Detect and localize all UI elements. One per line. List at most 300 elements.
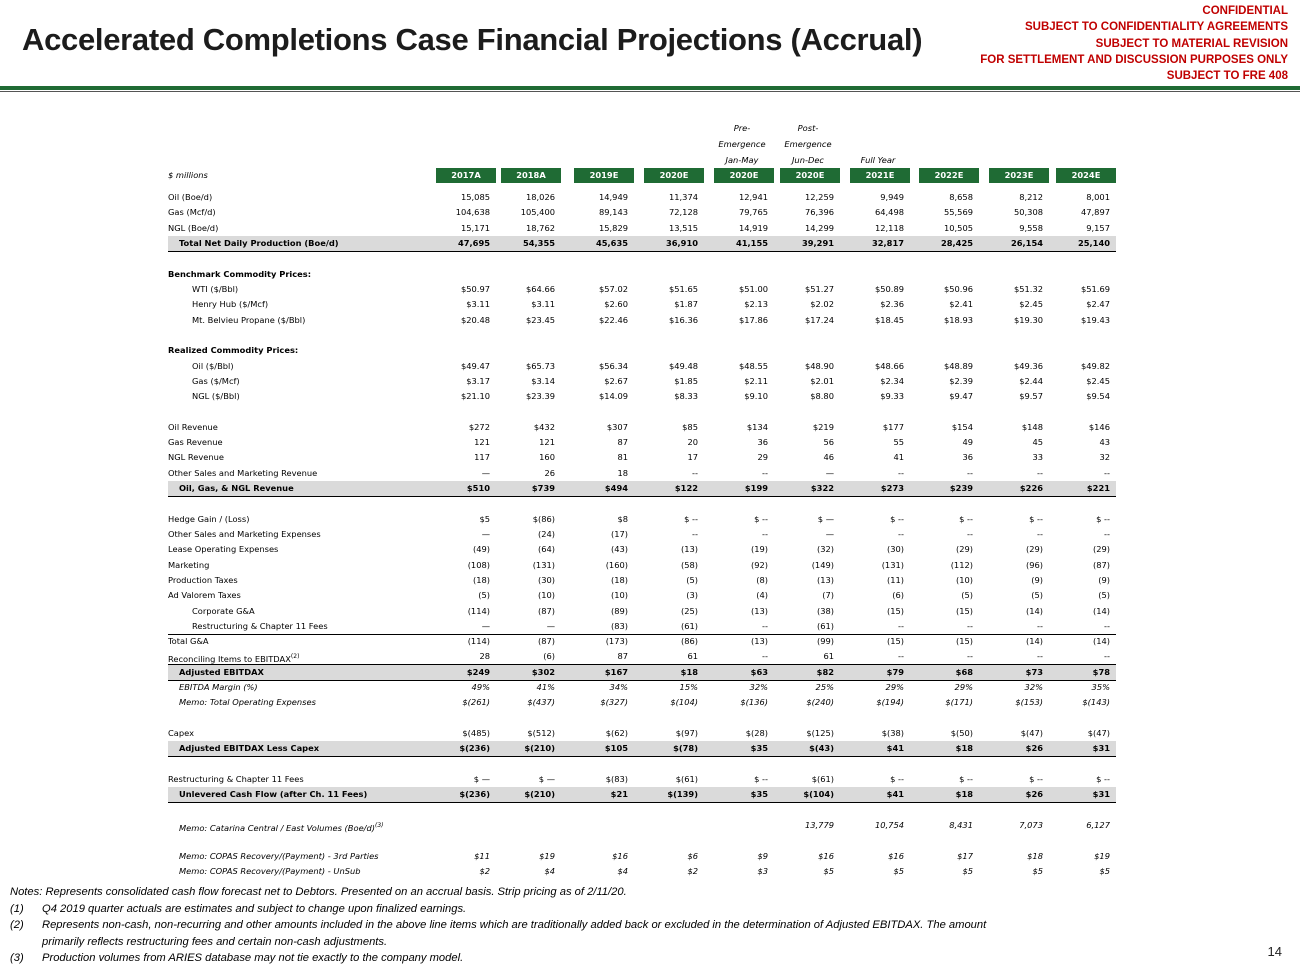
footnote-text: Q4 2019 quarter actuals are estimates and subject to change upon finalized earnings. — [42, 902, 467, 915]
column-header: 2020E — [714, 168, 774, 183]
table-cell: (86) — [680, 636, 698, 647]
table-cell: $(143) — [1082, 697, 1110, 708]
row-label — [168, 389, 482, 404]
footnote — [10, 901, 1010, 918]
row-label-text: Oil ($/Bbl) — [192, 360, 234, 371]
table-cell: $19 — [539, 850, 555, 861]
table-cell: (10) — [955, 574, 973, 585]
table-cell: $2.45 — [1019, 299, 1043, 310]
table-cell: $1.87 — [674, 299, 698, 310]
table-cell: $ -- — [1029, 774, 1043, 784]
row-label — [168, 297, 482, 312]
table-cell: 12,941 — [738, 192, 768, 202]
table-cell: — — [481, 467, 490, 478]
table-cell: $(47) — [1020, 728, 1043, 738]
column-header: 2023E — [989, 168, 1049, 183]
table-cell: $(97) — [675, 728, 698, 738]
table-cell: -- — [1037, 529, 1043, 539]
table-cell: $(38) — [881, 728, 904, 738]
table-cell: $ -- — [959, 513, 973, 524]
column-header: 2020E — [780, 168, 840, 183]
table-cell: $ -- — [1029, 513, 1043, 524]
table-row — [0, 435, 1300, 450]
row-label-text: Production Taxes — [168, 574, 238, 585]
table-cell: $3.14 — [531, 375, 555, 386]
table-row — [0, 849, 1300, 864]
table-cell: 46 — [823, 452, 834, 463]
table-cell: (131) — [881, 559, 904, 570]
table-cell: — — [825, 529, 834, 539]
table-cell: $(236) — [459, 743, 490, 754]
row-label-text: Capex — [168, 728, 195, 738]
row-label-text: Henry Hub ($/Mcf) — [192, 299, 269, 310]
table-cell: $3.11 — [466, 299, 490, 310]
table-cell: $(83) — [605, 774, 628, 784]
table-cell: (112) — [950, 559, 973, 570]
table-cell: $(261) — [462, 697, 490, 708]
table-cell: $5 — [893, 866, 904, 876]
table-cell: $(104) — [803, 789, 834, 800]
table-cell: $2.60 — [604, 299, 628, 310]
table-cell: (58) — [680, 559, 698, 570]
column-header: 2022E — [919, 168, 979, 183]
table-cell: $8 — [617, 513, 628, 524]
table-cell: — — [546, 620, 555, 631]
table-cell: $272 — [468, 421, 490, 432]
table-cell: (30) — [886, 544, 904, 555]
table-cell: $302 — [531, 666, 555, 677]
table-cell: $20.48 — [460, 314, 490, 325]
table-cell: $(139) — [667, 789, 698, 800]
table-cell: 41% — [536, 682, 555, 692]
table-cell: 34% — [609, 682, 628, 692]
table-cell: (96) — [1025, 559, 1043, 570]
table-cell: 72,128 — [668, 207, 698, 218]
table-cell: $49.36 — [1013, 360, 1043, 371]
total-row-underline — [168, 756, 1116, 757]
table-cell: $2.67 — [604, 375, 628, 386]
row-label-text: NGL Revenue — [168, 452, 225, 463]
row-label-text: Other Sales and Marketing Expenses — [168, 529, 321, 539]
table-cell: (14) — [1025, 636, 1043, 647]
table-cell: 47,897 — [1080, 207, 1110, 218]
row-label-text: Corporate G&A — [192, 605, 255, 616]
row-label — [168, 527, 458, 542]
table-cell: 7,073 — [1019, 820, 1043, 830]
table-cell: 25,140 — [1077, 237, 1110, 248]
table-cell: 17 — [687, 452, 698, 463]
table-cell: $(43) — [809, 743, 834, 754]
table-cell: (83) — [610, 620, 628, 631]
column-header: 2019E — [574, 168, 634, 183]
table-cell: (29) — [955, 544, 973, 555]
table-cell: $322 — [810, 483, 834, 493]
table-cell: (29) — [1092, 544, 1110, 555]
table-cell: -- — [692, 529, 698, 539]
header-rule-thin — [0, 91, 1300, 92]
table-cell: $49.82 — [1080, 360, 1110, 371]
table-cell: $48.66 — [874, 360, 904, 371]
table-cell: (5) — [1031, 590, 1043, 601]
table-cell: $494 — [604, 483, 628, 493]
table-cell: (10) — [610, 590, 628, 601]
table-cell: $21 — [610, 789, 628, 800]
table-cell: $(47) — [1087, 728, 1110, 738]
table-cell: 8,212 — [1019, 192, 1043, 202]
table-cell: 15% — [679, 682, 698, 692]
row-label-text: Unlevered Cash Flow (after Ch. 11 Fees) — [179, 789, 368, 800]
table-cell: $21.10 — [460, 391, 490, 402]
table-cell: 14,949 — [598, 192, 628, 202]
table-cell: (99) — [816, 636, 834, 647]
table-cell: $2.02 — [810, 299, 834, 310]
total-row — [0, 665, 1300, 680]
table-cell: -- — [967, 620, 973, 631]
row-label — [168, 282, 482, 297]
row-label — [168, 313, 482, 328]
table-cell: 49% — [471, 682, 490, 692]
table-cell: 29% — [885, 682, 904, 692]
table-cell: $219 — [812, 421, 834, 432]
table-cell: (13) — [816, 574, 834, 585]
table-cell: 41,155 — [735, 237, 768, 248]
table-cell: 55 — [893, 437, 904, 448]
table-cell: $2.47 — [1086, 299, 1110, 310]
footnote-text: Represents non-cash, non-recurring and other amounts included in the above line items which are traditionally added back or excluded in the determination of Adjusted EBITDAX. The amount primarily reflects restructuring fees and certain non-cash adjustments. — [42, 919, 987, 948]
column-header: 2018A — [501, 168, 561, 183]
footnote-key: (3) — [10, 952, 24, 965]
table-cell: 87 — [617, 651, 628, 662]
footnote-text: Notes: Represents consolidated cash flow forecast net to Debtors. Presented on an accrual basis. Strip pricing as of 2/11/20. — [10, 886, 627, 898]
table-cell: (19) — [750, 544, 768, 555]
table-cell: 8,001 — [1086, 192, 1110, 202]
table-cell: $273 — [880, 483, 904, 493]
table-cell: 45,635 — [595, 237, 628, 248]
table-cell: $ — — [538, 774, 555, 784]
total-row — [0, 741, 1300, 756]
table-cell: 20 — [687, 437, 698, 448]
table-cell: (14) — [1092, 605, 1110, 616]
table-cell: 35% — [1091, 682, 1110, 692]
table-cell: (61) — [680, 620, 698, 631]
row-label — [168, 466, 458, 481]
column-group-header: Emergence — [784, 139, 832, 149]
table-cell: (8) — [756, 574, 768, 585]
table-cell: $79 — [886, 666, 904, 677]
row-label-text: NGL ($/Bbl) — [192, 391, 240, 402]
table-cell: 18,026 — [525, 192, 555, 202]
table-cell: (15) — [886, 636, 904, 647]
row-label — [168, 818, 469, 836]
row-label — [168, 481, 469, 496]
row-label — [168, 619, 482, 634]
table-cell: 14,919 — [738, 222, 768, 233]
table-cell: 36 — [962, 452, 973, 463]
row-label — [168, 558, 458, 573]
row-label — [168, 695, 469, 710]
total-row-underline — [168, 496, 1116, 497]
table-cell: -- — [1104, 529, 1110, 539]
footnotes — [10, 884, 1010, 967]
table-cell: $134 — [746, 421, 768, 432]
row-label — [168, 680, 469, 695]
row-label-text: Oil (Boe/d) — [168, 192, 213, 202]
table-cell: $19.43 — [1080, 314, 1110, 325]
table-cell: 33 — [1032, 452, 1043, 463]
table-cell: $2.13 — [744, 299, 768, 310]
table-row — [0, 190, 1300, 205]
table-cell: $3.17 — [466, 375, 490, 386]
table-cell: $154 — [951, 421, 973, 432]
table-cell: 18,762 — [525, 222, 555, 233]
table-cell: 11,374 — [668, 192, 698, 202]
footnote-text: Production volumes from ARIES database may not tie exactly to the company model. — [42, 952, 464, 965]
table-cell: $9.10 — [744, 391, 768, 402]
table-cell: 36,910 — [665, 237, 698, 248]
column-header: 2017A — [436, 168, 496, 183]
table-cell: $26 — [1025, 789, 1043, 800]
table-cell: $ -- — [754, 513, 768, 524]
table-cell: $(240) — [806, 697, 834, 708]
table-cell: $249 — [466, 666, 490, 677]
table-cell: -- — [1037, 651, 1043, 662]
table-cell: 18 — [617, 467, 628, 478]
table-row — [0, 726, 1300, 741]
unit-label: $ millions — [168, 170, 208, 180]
confidentiality-line: SUBJECT TO CONFIDENTIALITY AGREEMENTS — [1024, 21, 1288, 34]
table-cell: (4) — [756, 590, 768, 601]
table-cell: (13) — [680, 544, 698, 555]
table-cell: $48.90 — [804, 360, 834, 371]
table-cell: 81 — [617, 452, 628, 463]
table-cell: $(136) — [740, 697, 768, 708]
table-cell: (17) — [610, 529, 628, 539]
table-cell: $17.24 — [804, 314, 834, 325]
table-cell: 13,515 — [668, 222, 698, 233]
table-cell: $2.41 — [949, 299, 973, 310]
footnote-key: (2) — [10, 919, 24, 932]
table-cell: $41 — [886, 789, 904, 800]
row-label — [168, 772, 458, 787]
table-cell: 26 — [544, 467, 555, 478]
table-cell: $17 — [957, 850, 973, 861]
table-cell: (6) — [543, 651, 555, 662]
table-row — [0, 619, 1300, 634]
table-cell: 32 — [1099, 452, 1110, 463]
table-row — [0, 558, 1300, 573]
table-cell: -- — [898, 620, 904, 631]
column-header: 2020E — [644, 168, 704, 183]
table-cell: (14) — [1025, 605, 1043, 616]
table-cell: (11) — [886, 574, 904, 585]
table-cell: (5) — [1098, 590, 1110, 601]
total-row — [0, 787, 1300, 802]
table-cell: $23.39 — [525, 391, 555, 402]
table-cell: $19 — [1094, 850, 1110, 861]
table-cell: (64) — [537, 544, 555, 555]
table-cell: $(104) — [670, 697, 698, 708]
row-label — [168, 634, 458, 649]
table-cell: (3) — [686, 590, 698, 601]
row-label-text: Memo: COPAS Recovery/(Payment) - 3rd Parties — [179, 850, 379, 861]
table-cell: 32% — [749, 682, 768, 692]
table-cell: $51.00 — [738, 283, 768, 294]
table-cell: $8.80 — [810, 391, 834, 402]
table-cell: $16.36 — [668, 314, 698, 325]
table-row — [0, 450, 1300, 465]
table-cell: $19.30 — [1013, 314, 1043, 325]
table-row — [0, 466, 1300, 481]
table-cell: 56 — [823, 437, 834, 448]
table-cell: -- — [967, 529, 973, 539]
table-cell: $ -- — [684, 513, 698, 524]
table-cell: (13) — [750, 605, 768, 616]
table-cell: $8.33 — [674, 391, 698, 402]
footnote — [10, 884, 1010, 901]
table-cell: 15,829 — [598, 222, 628, 233]
table-cell: (18) — [610, 574, 628, 585]
table-cell: $(485) — [462, 728, 490, 738]
table-cell: 14,299 — [804, 222, 834, 233]
table-cell: 61 — [687, 651, 698, 662]
table-cell: (9) — [1098, 574, 1110, 585]
table-row — [0, 282, 1300, 297]
table-row — [0, 267, 1300, 282]
table-cell: (32) — [816, 544, 834, 555]
row-label-text: Memo: Catarina Central / East Volumes (Boe/d) — [179, 822, 375, 833]
table-cell: (10) — [537, 590, 555, 601]
table-cell: -- — [762, 467, 768, 478]
table-cell: $(86) — [532, 513, 555, 524]
table-cell: $432 — [533, 421, 555, 432]
table-cell: $177 — [882, 421, 904, 432]
table-row — [0, 649, 1300, 664]
table-cell: $307 — [606, 421, 628, 432]
table-cell: $9.57 — [1019, 391, 1043, 402]
table-cell: (15) — [886, 605, 904, 616]
table-cell: $49.47 — [460, 360, 490, 371]
table-cell: (18) — [472, 574, 490, 585]
table-cell: 32,817 — [871, 237, 904, 248]
table-cell: (114) — [467, 636, 490, 647]
table-cell: $(61) — [811, 774, 834, 784]
row-footnote-marker: (2) — [290, 653, 300, 661]
table-cell: $2.34 — [880, 375, 904, 386]
table-cell: $739 — [531, 483, 555, 493]
table-cell: -- — [1104, 620, 1110, 631]
table-cell: $31 — [1092, 789, 1110, 800]
confidentiality-line: FOR SETTLEMENT AND DISCUSSION PURPOSES ONLY — [980, 53, 1288, 66]
table-row — [0, 374, 1300, 389]
table-cell: $2.45 — [1086, 375, 1110, 386]
table-cell: $68 — [955, 666, 973, 677]
table-cell: $(512) — [527, 728, 555, 738]
table-cell: (92) — [750, 559, 768, 570]
table-cell: $(125) — [806, 728, 834, 738]
row-label-text: Total Net Daily Production (Boe/d) — [179, 237, 339, 248]
table-cell: $(50) — [950, 728, 973, 738]
table-cell: 12,118 — [874, 222, 904, 233]
row-label — [168, 374, 482, 389]
table-row — [0, 359, 1300, 374]
row-label-text: Restructuring & Chapter 11 Fees — [168, 774, 304, 784]
row-label-text: Gas Revenue — [168, 437, 223, 448]
table-cell: 49 — [962, 437, 973, 448]
table-cell: 29 — [757, 452, 768, 463]
table-cell: 50,308 — [1013, 207, 1043, 218]
table-cell: $5 — [479, 513, 490, 524]
table-cell: 43 — [1099, 437, 1110, 448]
table-cell: $63 — [750, 666, 768, 677]
table-cell: (87) — [1092, 559, 1110, 570]
table-cell: 15,085 — [460, 192, 490, 202]
footnote-key: (1) — [10, 902, 24, 915]
table-cell: 55,569 — [943, 207, 973, 218]
table-cell: $4 — [617, 866, 628, 876]
table-cell: $16 — [888, 850, 904, 861]
table-cell: -- — [762, 620, 768, 631]
table-cell: $49.48 — [668, 360, 698, 371]
table-row — [0, 221, 1300, 236]
table-cell: 29% — [954, 682, 973, 692]
table-cell: 76,396 — [804, 207, 834, 218]
table-cell: 104,638 — [455, 207, 490, 218]
row-label — [168, 205, 458, 220]
table-cell: 25% — [815, 682, 834, 692]
table-cell: 39,291 — [801, 237, 834, 248]
table-cell: 64,498 — [874, 207, 904, 218]
table-cell: (49) — [472, 544, 490, 555]
table-row — [0, 512, 1300, 527]
table-cell: (24) — [537, 529, 555, 539]
table-cell: 89,143 — [598, 207, 628, 218]
table-cell: $ — — [817, 513, 834, 524]
row-label-text: Total G&A — [168, 636, 209, 647]
table-cell: 121 — [474, 437, 490, 448]
column-header: 2021E — [850, 168, 910, 183]
table-cell: — — [481, 529, 490, 539]
table-cell: 9,157 — [1086, 222, 1110, 233]
row-label — [168, 726, 458, 741]
table-cell: $56.34 — [598, 360, 628, 371]
table-cell: $2.11 — [744, 375, 768, 386]
table-cell: 10,505 — [943, 222, 973, 233]
row-label-text: Hedge Gain / (Loss) — [168, 513, 250, 524]
table-cell: 10,754 — [874, 820, 904, 830]
table-cell: -- — [967, 651, 973, 662]
table-cell: -- — [1037, 467, 1043, 478]
table-cell: $(210) — [524, 789, 555, 800]
row-label — [168, 190, 458, 205]
header-rule — [0, 86, 1300, 90]
table-cell: $35 — [750, 789, 768, 800]
table-cell: $48.55 — [738, 360, 768, 371]
table-cell: -- — [762, 651, 768, 662]
table-cell: (87) — [537, 605, 555, 616]
total-row-underline — [168, 251, 1116, 252]
row-label — [168, 849, 469, 864]
table-cell: $ -- — [959, 774, 973, 784]
table-cell: (14) — [1092, 636, 1110, 647]
table-cell: $51.69 — [1080, 283, 1110, 294]
row-footnote-marker: (3) — [374, 822, 384, 829]
table-cell: $73 — [1025, 666, 1043, 677]
row-label-text: Restructuring & Chapter 11 Fees — [192, 620, 328, 631]
table-cell: $(78) — [673, 743, 698, 754]
table-cell: (30) — [537, 574, 555, 585]
row-label — [168, 512, 458, 527]
table-cell: $(327) — [600, 697, 628, 708]
